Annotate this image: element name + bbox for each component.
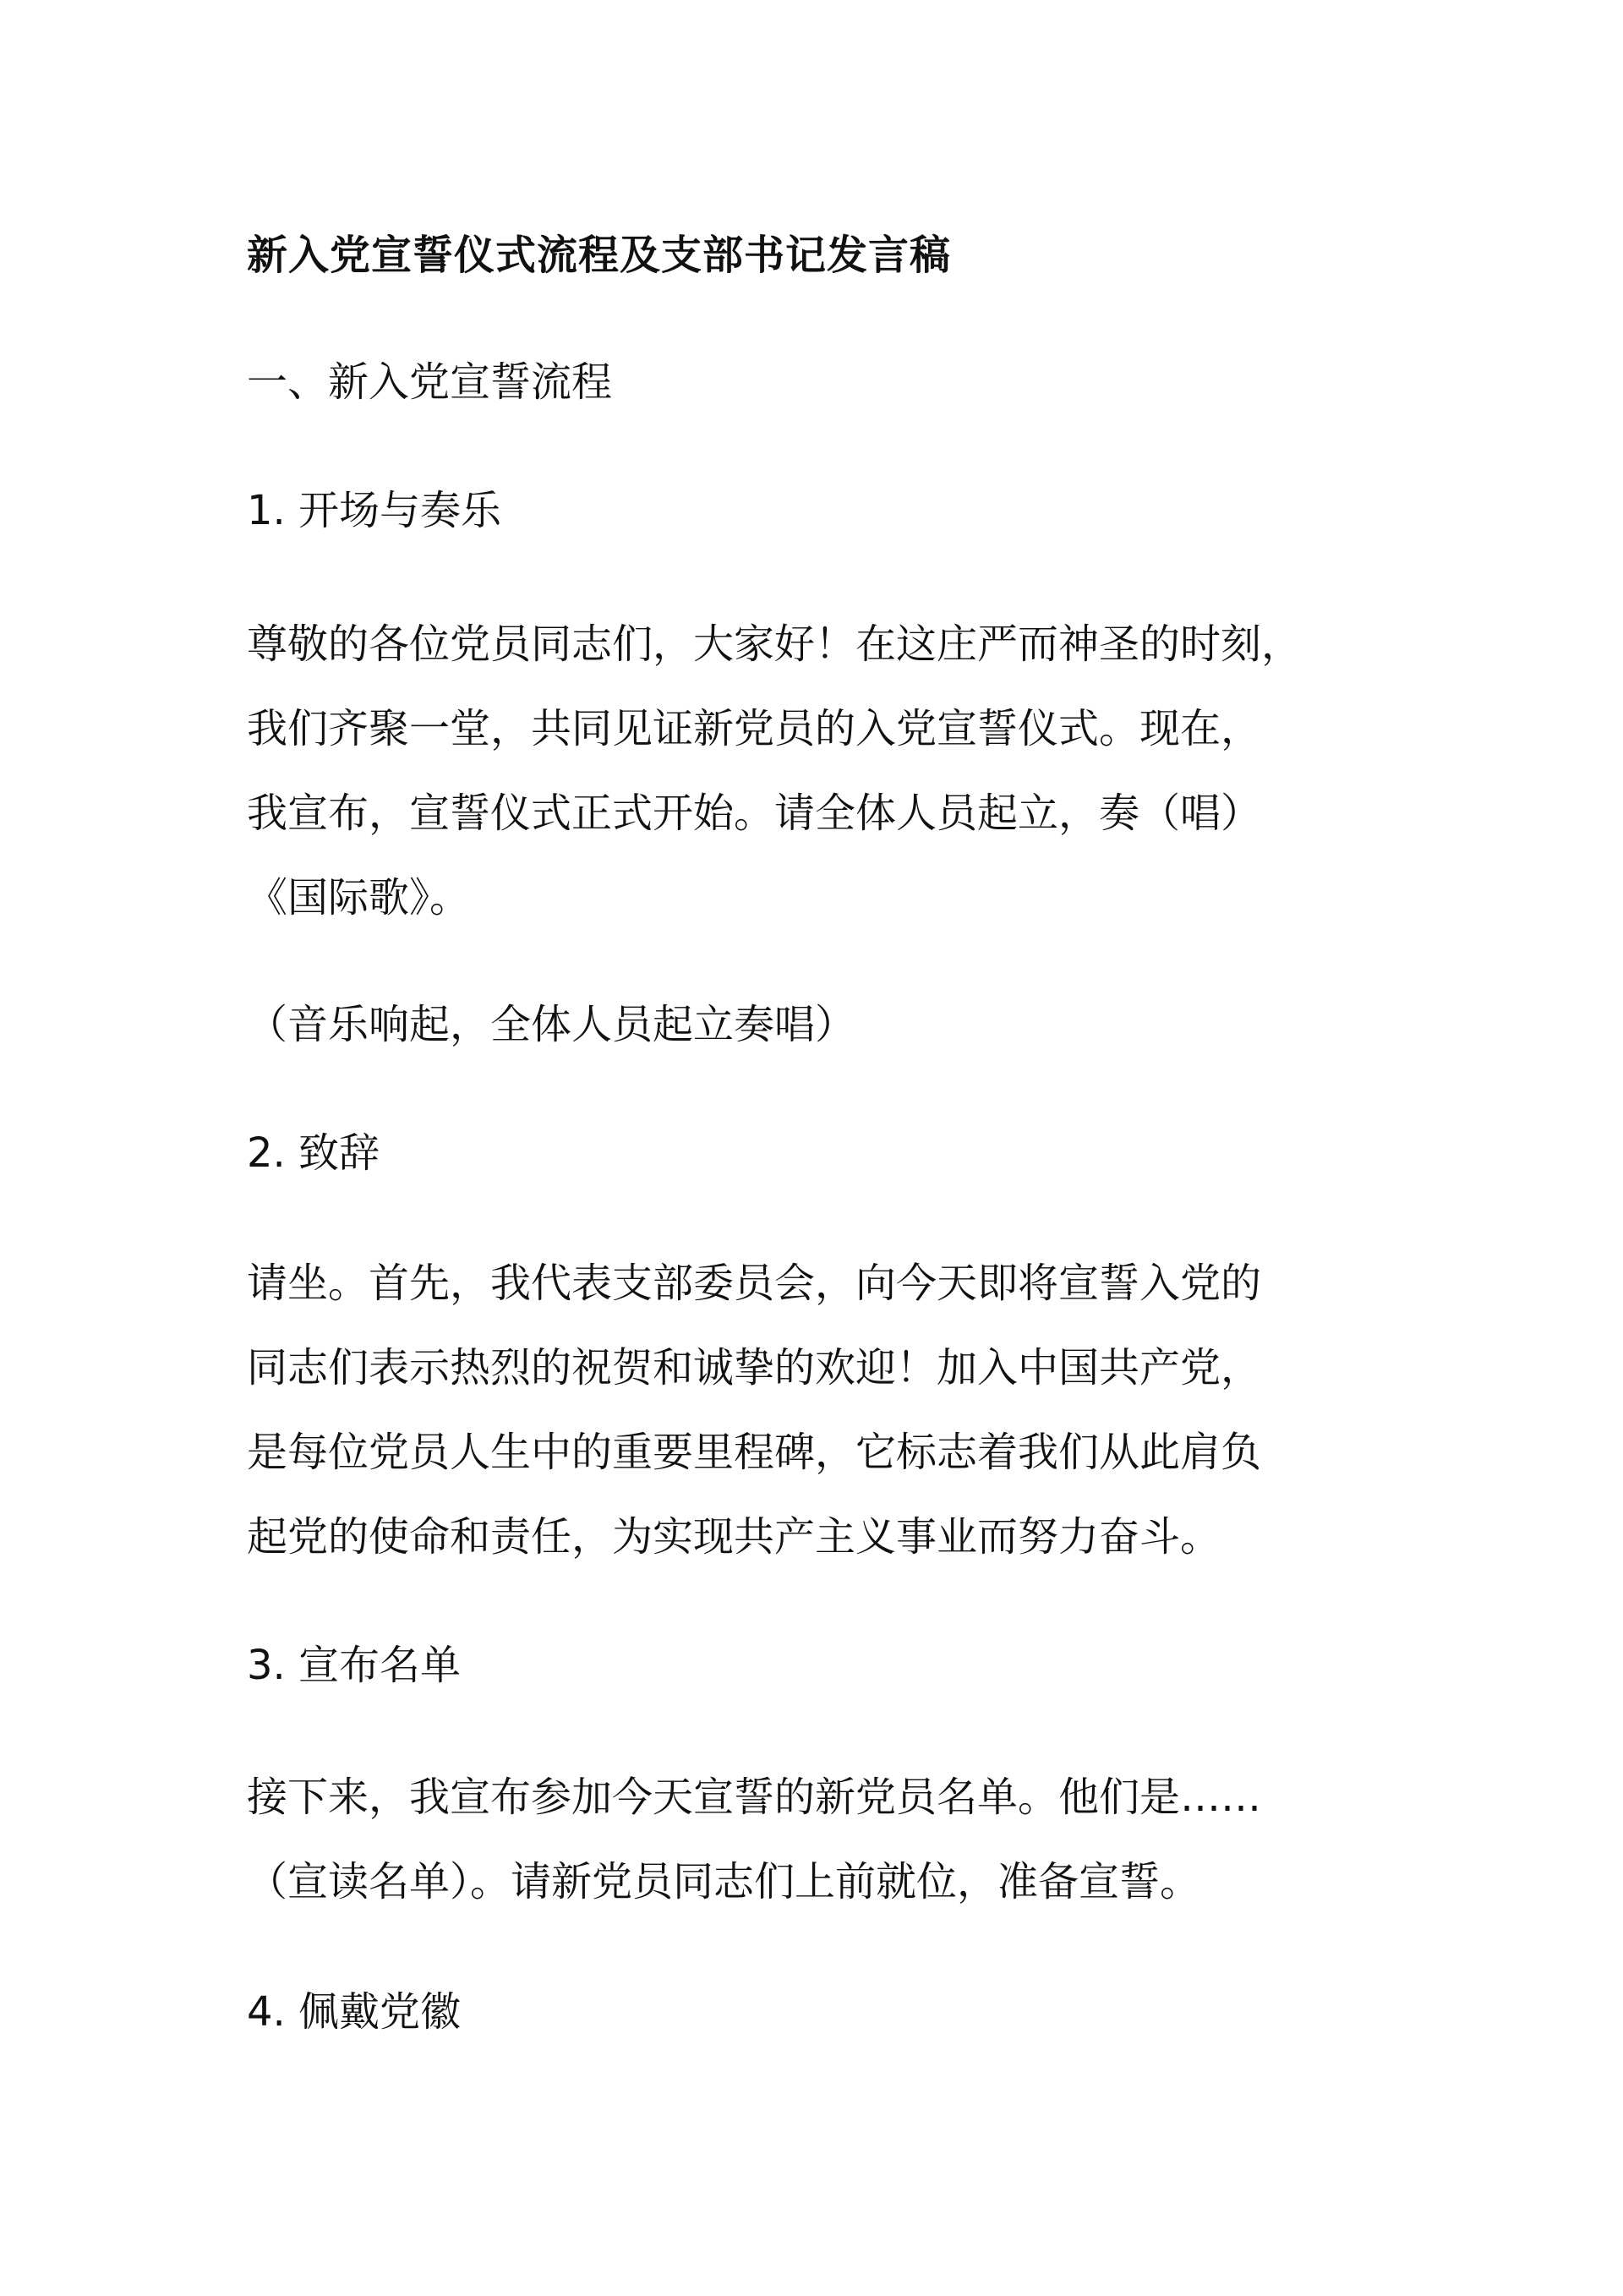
paragraph-line: 我们齐聚一堂，共同见证新党员的入党宣誓仪式。现在， (247, 705, 1262, 752)
paragraph-line: 同志们表示热烈的祝贺和诚挚的欢迎！加入中国共产党， (247, 1344, 1262, 1391)
paragraph-line: （宣读名单）。请新党员同志们上前就位，准备宣誓。 (247, 1858, 1201, 1905)
paragraph-line: 请坐。首先，我代表支部委员会，向今天即将宣誓入党的 (247, 1260, 1262, 1307)
paragraph-line: 起党的使命和责任，为实现共产主义事业而努力奋斗。 (247, 1513, 1221, 1561)
section-heading: 一、新入党宣誓流程 (247, 358, 613, 406)
document-page (247, 0, 1413, 2296)
paragraph-line: 尊敬的各位党员同志们，大家好！在这庄严而神圣的时刻， (247, 620, 1303, 668)
step-3-heading: 3. 宣布名单 (247, 1642, 462, 1689)
paragraph-line: 接下来，我宣布参加今天宣誓的新党员名单。他们是…… (247, 1774, 1262, 1821)
step-1-heading: 1. 开场与奏乐 (247, 487, 502, 534)
step-4-heading: 4. 佩戴党徽 (247, 1988, 462, 2036)
step-3-paragraph (247, 1755, 1413, 1924)
paragraph-line: 我宣布，宣誓仪式正式开始。请全体人员起立，奏（唱） (247, 790, 1262, 837)
document-title: 新入党宣誓仪式流程及支部书记发言稿 (247, 232, 952, 279)
paragraph-line: 《国际歌》。 (247, 874, 471, 921)
step-1-paragraph (247, 602, 1413, 940)
step-2-heading: 2. 致辞 (247, 1129, 380, 1177)
step-2-paragraph (247, 1241, 1413, 1579)
paragraph-line: 是每位党员人生中的重要里程碑，它标志着我们从此肩负 (247, 1429, 1262, 1476)
step-1-note: （音乐响起，全体人员起立奏唱） (247, 1001, 856, 1048)
